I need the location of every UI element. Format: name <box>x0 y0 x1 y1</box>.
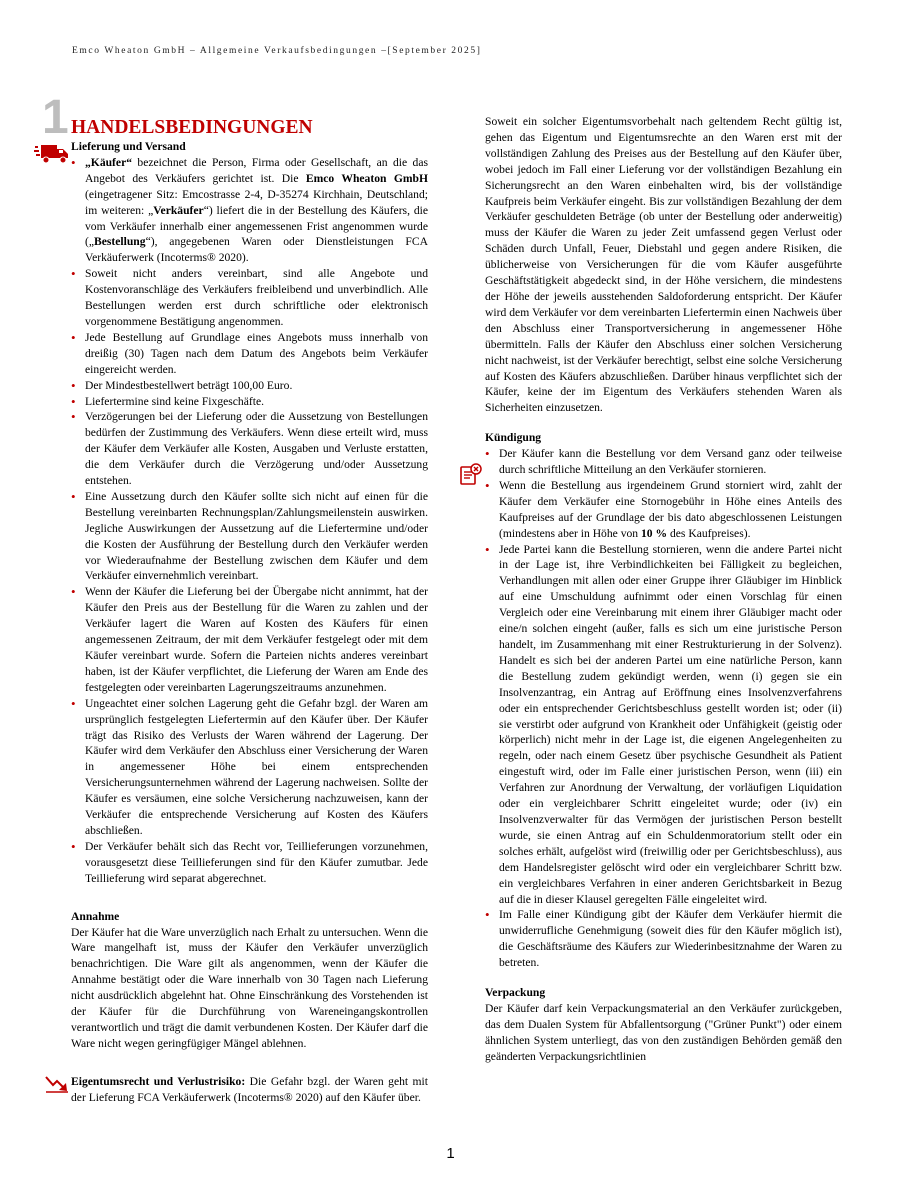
list-item: • Jede Partei kann die Bestellung stornieren, wenn die andere Partei nicht in der Lage ist, ihre Verbindlichkeiten bei Fälligkeit zu begleichen, Verhandlungen mit allen oder einer Gruppe ihrer Gläubiger im Hinblick auf eine Umschuldung aufnimmt oder einen Vorschlag für einen Vergleich oder eine Vereinbarung mit einem ihrer Gläubiger macht oder eine/n solchen eingeht (außer, falls es sich um eine juristische Person handelt, im Zusammenhang mit einer Restrukturierung in der Solvenz). Handelt es sich bei der anderen Partei um eine natürliche Person, kann die Bestellung zudem gekündigt werden, wenn (i) gegen sie ein Insolvenzantrag, ein Antrag auf Eröffnung eines Insolvenzverfahrens oder ein entsprechender Gerichtsbeschluss gestellt worden ist; oder (ii) sie verstirbt oder aufgrund von Krankheit oder Unfähigkeit (geistig oder körperlich) nicht mehr in der Lage ist, die eigenen Angelegenheiten zu regeln, oder nach einem Gesetz über psychische Gesundheit als Patient eingestuft wird, oder im Falle einer juristischen Person, wenn (iii) ein Verfahren zur Anordnung der Verwaltung, der vorläufigen Liquidation oder ein vergleichbarer Schritt eingeleitet wurde; oder (iv) ein Insolvenzverwalter für das Vermögen der juristischen Person bestellt wurde, sie einen Antrag auf ein Schuldenmoratorium stellt oder ein solches erhält, aufgelöst wird (freiwillig oder per Gerichtsbeschluss), aus dem Handelsregister gelöscht wird oder ein vergleichbarer Schritt bzw. ein vergleichbares Verfahren in einer anderen Gerichtsbarkeit in Bezug auf die in dieser Klausel geregelten Fälle eingeleitet wird. <box>485 542 842 908</box>
eigentum-continued-text: Soweit ein solcher Eigentumsvorbehalt nach geltendem Recht gültig ist, gehen das Eigentum und Eigentumsrechte an den Waren erst mit der vollständigen Zahlung des Preises aus der Bestellung auf den Käufer über, wobei jedoch im Fall einer Lieferung vor der vollständigen Bezahlung ein Sicherungsrecht an den Waren einbehalten wird, bis der vollständige Kaufpreis beim Verkäufer eingeht. Bis zur vollständigen Bezahlung der dem Verkäufer geschuldeten Beträge (ob unter der Bestellung oder anderweitig) muss der Käufer die Waren zu jeder Zeit umfassend gegen Verlust oder Schäden durch Unfall, Feuer, Diebstahl und gegen andere Risiken, die üblicherweise von Versicherungen für die vom Käufer ausgeführte Geschäftstätigkeit abgedeckt sind, in der Höhe versichern, die mindestens der Höhe der jeweils ausstehenden Saldoforderung entspricht. Der Käufer wird dem Verkäufer vor dem vereinbarten Liefertermin einen Nachweis über den Abschluss einer Transportversicherung in angemessener Höhe übermitteln. Falls der Käufer den Abschluss einer solchen Versicherung nicht nachweist, ist der Verkäufer berechtigt, selbst eine solche Versicherung auf Kosten des Käufers abzuschließen. Darüber hinaus verpflichtet sich der Käufer, keine der im Eigentum des Verkäufers stehenden Waren als Sicherheiten einzusetzen. <box>485 115 842 415</box>
list-item: • Der Verkäufer behält sich das Recht vor, Teillieferungen vorzunehmen, vorausgesetzt diese Teillieferungen sind für den Käufer zumutbar. Jede Teillieferung wird separat abgerechnet. <box>71 839 428 887</box>
list-item: • Soweit nicht anders vereinbart, sind alle Angebote und Kostenvoranschläge des Verkäufers freibleibend und unverbindlich. Alle Bestellungen werden erst durch schriftliche oder elektronisch vorgenommene Bestätigung angenommen. <box>71 266 428 330</box>
section-number: 1 <box>42 91 69 144</box>
list-item: • Der Käufer kann die Bestellung vor dem Versand ganz oder teilweise durch schriftliche Mitteilung an den Verkäufer stornieren. <box>485 446 842 478</box>
left-column <box>71 105 428 1106</box>
lieferung-heading: Lieferung und Versand <box>71 140 186 153</box>
list-item: • Wenn der Käufer die Lieferung bei der Übergabe nicht annimmt, hat der Käufer den Preis aus der Bestellung für die Waren zu zahlen und der Verkäufer lagert die Waren auf Kosten des Käufers für einen angemessenen Zeitraum, der mit dem Verkäufer festgelegt oder mit dem Käufer vereinbart wurde. Sofern die Parteien nichts anderes vereinbart haben, ist der Käufer verpflichtet, die Lieferung der Waren am Ende des festgelegten oder vereinbarten Lagerungszeitraums anzunehmen. <box>71 584 428 695</box>
section-title: HANDELSBEDINGUNGEN <box>71 117 313 138</box>
eigentum-paragraph: Eigentumsrecht und Verlustrisiko: Die Gefahr bzgl. der Waren geht mit der Lieferung FCA Verkäuferwerk (Incoterms® 2020) auf den Käufer über. <box>71 1074 428 1104</box>
eigentum-heading: Eigentumsrecht und Verlustrisiko: <box>71 1074 246 1088</box>
list-item: • Jede Bestellung auf Grundlage eines Angebots muss innerhalb von dreißig (30) Tagen nach dem Datum des Angebots beim Verkäufer eingereicht werden. <box>71 330 428 378</box>
list-item: • Ungeachtet einer solchen Lagerung geht die Gefahr bzgl. der Waren am ursprünglich festgelegten Liefertermin auf den Käufer über. Der Käufer trägt das Risiko des Verlusts der Waren während der Lagerung. Der Käufer wird dem Verkäufer den Abschluss einer Versicherung der Waren in angemessener Höhe bei einem entsprechenden Versicherungsunternehmen während der Lagerung nachweisen. Sollte der Käufer es versäumen, eine solche Versicherung nachzuweisen, kann der Verkäufer die entsprechende Versicherung auf Kosten des Käufers abschließen. <box>71 696 428 839</box>
document-cancel-icon <box>459 463 483 487</box>
kuendigung-heading: Kündigung <box>485 431 542 445</box>
verpackung-heading: Verpackung <box>485 986 546 1000</box>
running-header: Emco Wheaton GmbH – Allgemeine Verkaufsbedingungen –[September 2025] <box>72 46 482 56</box>
list-item: • Der Mindestbestellwert beträgt 100,00 Euro. <box>71 378 428 394</box>
kuendigung-list <box>485 446 842 971</box>
right-column <box>485 114 842 1065</box>
list-item: • „Käufer“ bezeichnet die Person, Firma oder Gesellschaft, an die das Angebot des Verkäufers gerichtet ist. Die Emco Wheaton GmbH (eingetragener Sitz: Emcostrasse 2-4, D-35274 Kirchhain, Deutschland; im weiteren: „Verkäufer“) liefert die in der Bestellung des Käufers, die vom Verkäufer innerhalb einer angemessenen Frist angenommen wurde („Bestellung“), angegebenen Waren oder Dienstleistungen FCA Verkäuferwerk (Incoterms® 2020). <box>71 155 428 266</box>
verpackung-text: Der Käufer darf kein Verpackungsmaterial an den Verkäufer zurückgeben, das dem Dualen System für Abfallentsorgung ("Grüner Punkt") oder einem ähnlichen System unterliegt, das von den zuständigen Behörden gemäß den geänderten Verpackungsrichtlinien <box>485 1001 842 1063</box>
list-item: • Verzögerungen bei der Lieferung oder die Aussetzung von Bestellungen bedürfen der Zustimmung des Verkäufers. Wenn diese erteilt wird, muss der Käufer dem Verkäufer alle Kosten, Ausgaben und Verluste erstatten, die dem Verkäufer durch die Verzögerung und/oder Aussetzung entstehen. <box>71 409 428 489</box>
list-item: • Eine Aussetzung durch den Käufer sollte sich nicht auf einen für die Bestellung vereinbarten Rechnungsplan/Zahlungsmeilenstein auswirken. Jegliche Auswirkungen der Aussetzung auf die Liefertermine und/oder die Kosten der Ausführung der Bestellung durch den Verkäufer werden vor Wiederaufnahme der Bestellung zwischen dem Käufer und dem Verkäufer einvernehmlich vereinbart. <box>71 489 428 584</box>
annahme-text: Der Käufer hat die Ware unverzüglich nach Erhalt zu untersuchen. Wenn die Ware mangelhaft ist, muss der Käufer den Verkäufer unverzüglich benachrichtigen. Die Ware gilt als angenommen, wenn der Käufer die Annahme bestätigt oder die Ware innerhalb von 30 Tagen nach Lieferung nicht ausdrücklich abgelehnt hat. Ohne Einschränkung des Vorstehenden ist der Käufer für die Durchführung von Wareneingangskontrollen verantwortlich und trägt die damit verbundenen Kosten. Der Käufer darf die Ware nicht wegen geringfügiger Mängel ablehnen. <box>71 925 428 1050</box>
annahme-heading: Annahme <box>71 909 120 923</box>
list-item: • Wenn die Bestellung aus irgendeinem Grund storniert wird, zahlt der Käufer dem Verkäufer eine Stornogebühr in Höhe eines Anteils des Kaufpreises auf der Grundlage der bis dato abgeschlossenen Leistungen (mindestens aber in Höhe von 10 % des Kaufpreises). <box>485 478 842 542</box>
list-item: • Liefertermine sind keine Fixgeschäfte. <box>71 394 428 410</box>
lieferung-list <box>71 155 428 887</box>
downward-risk-icon <box>45 1074 69 1094</box>
delivery-truck-icon <box>34 143 70 165</box>
list-item: • Im Falle einer Kündigung gibt der Käufer dem Verkäufer hiermit die unwiderrufliche Genehmigung (soweit dies für den Käufer möglich ist), die Geschäftsräume des Käufers zur Wiederinbesitznahme der Waren zu betreten. <box>485 907 842 971</box>
page-number: 1 <box>446 1145 455 1162</box>
